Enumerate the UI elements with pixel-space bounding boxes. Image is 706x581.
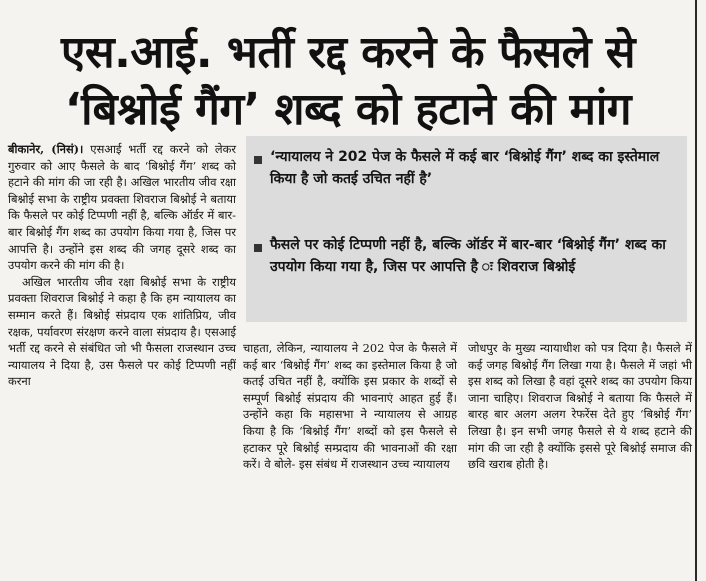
article-paragraph-1-text: एसआई भर्ती रद्द करने को लेकर गुरुवार को आए फैसले के बाद ‘बिश्नोई गैंग’ शब्द को हटाने की मांग की जा रही है। अखिल भारतीय जीव रक्षा बिश्नोई सभा के राष्ट्रीय प्रवक्ता शिवराज बिश्नोई ने बताया कि फैसले पर कोई टिप्पणी नहीं है, बल्कि ऑर्डर में बार-बार बिश्नोई गैंग शब्द का उपयोग किया गया है, जिस पर आपत्ति है। उन्होंने इस शब्द की जगह दूसरे शब्द का उपयोग करने की मांग की है। bbox=[8, 142, 236, 273]
pullquote-2: फैसले पर कोई टिप्पणी नहीं है, बल्कि ऑर्डर में बार-बार ‘बिश्नोई गैंग’ शब्द का उपयोग किया गया है, जिस पर आपत्ति है ः शिवराज बिश्नोई bbox=[270, 237, 666, 275]
square-bullet-icon bbox=[254, 244, 262, 252]
article-column-3-text: जोधपुर के मुख्य न्यायाधीश को पत्र दिया है। फैसले में कई जगह बिश्नोई गैंग लिखा गया है। फैसले में जहां भी इस शब्द को लिखा है वहां दूसरे शब्द का उपयोग किया जाना चाहिए। शिवराज बिश्नोई ने बताया कि फैसले में बारह बार अलग अलग रेफरेंस देते हुए ‘बिश्नोई गैंग’ लिखा है। इन सभी जगह फैसले से ये शब्द हटाने की मांग की जा रही है क्योंकि इससे पूरे बिश्नोई समाज की छवि खराब होती है। bbox=[468, 341, 692, 472]
article-column-2 bbox=[243, 340, 457, 473]
article-column-2-text: चाहता, लेकिन, न्यायालय ने 202 पेज के फैसले में कई बार ‘बिश्नोई गैंग’ शब्द का इस्तेमाल किया है जो कतई उचित नहीं है, क्योंकि इस प्रकार के शब्दों से सम्पूर्ण बिश्नोई संप्रदाय की भावनाएं आहत हुई हैं। उन्होंने कहा कि महासभा ने न्यायालय से आग्रह किया है कि ‘बिश्नोई गैंग’ शब्दों को इस फैसले से हटाकर पूरे बिश्नोई सम्प्रदाय की भावनाओं की रक्षा करें। वे बोले- इस संबंध में राजस्थान उच्च न्यायालय bbox=[243, 341, 457, 472]
column-divider-rule bbox=[695, 0, 697, 581]
pullquote-1: ‘न्यायालय ने 202 पेज के फैसले में कई बार ‘बिश्नोई गैंग’ शब्द का इस्तेमाल किया है जो कतई उचित नहीं है’ bbox=[270, 149, 660, 187]
article-column-3 bbox=[468, 340, 692, 473]
dateline: बीकानेर, (निसं)। bbox=[8, 142, 84, 156]
article-column-1 bbox=[8, 141, 236, 390]
article-paragraph-1 bbox=[8, 141, 236, 274]
headline-line-1: एस.आई. भर्ती रद्द करने के फैसले से bbox=[61, 27, 635, 79]
article-paragraph-2: अखिल भारतीय जीव रक्षा बिश्नोई सभा के राष्ट्रीय प्रवक्ता शिवराज बिश्नोई ने कहा है कि हम न्यायालय का सम्मान करते हैं। बिश्नोई संप्रदाय एक शांतिप्रिय, जीव रक्षक, पर्यावरण संरक्षण करने वाला संप्रदाय है। एसआई भर्ती रद्द करने से संबंधित जो भी फैसला राजस्थान उच्च न्यायालय ने दिया है, उस फैसले पर कोई टिप्पणी नहीं करना bbox=[8, 274, 236, 389]
square-bullet-icon bbox=[254, 156, 262, 164]
headline bbox=[8, 25, 688, 139]
pullquote-box bbox=[246, 136, 687, 322]
headline-line-2: ‘बिश्नोई गैंग’ शब्द को हटाने की मांग bbox=[64, 84, 632, 136]
